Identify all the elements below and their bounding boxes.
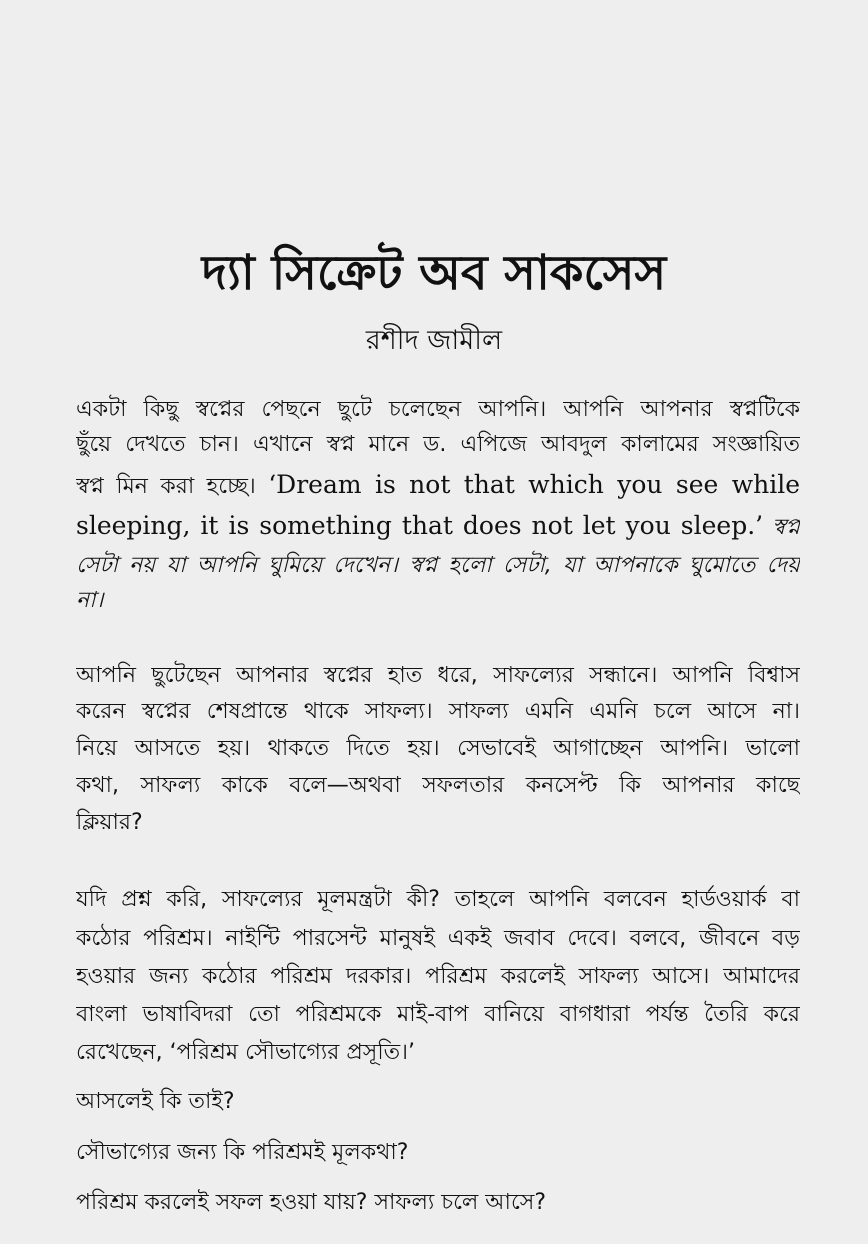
dream-quote-part-2: sleeping, it is something that does not let you sleep.’ [76,511,764,540]
paragraph-1-line-4 [76,509,800,545]
question-2: সৌভাগ্যের জন্য কি পরিশ্রমই মূলকথা? [76,1140,409,1165]
paragraph-1-line-6: না। [76,588,104,613]
author-name: রশীদ জামীল [365,325,503,356]
question-3: পরিশ্রম করলেই সফল হওয়া যায়? সাফল্য চলে আসে? [76,1190,547,1215]
paragraph-3-line-1: যদি প্রশ্ন করি, সাফল্যের মূলমন্ত্রটা কী? তাহলে আপনি বলবেন হার্ডওয়ার্ক বা [76,887,800,912]
paragraph-3-line-3: হওয়ার জন্য কঠোর পরিশ্রম দরকার। পরিশ্রম করলেই সাফল্য আসে। আমাদের [76,964,800,989]
paragraph-3-line-4: বাংলা ভাষাবিদরা তো পরিশ্রমকে মাই-বাপ বানিয়ে বাগধারা পর্যন্ত তৈরি করে [76,1002,800,1027]
paragraph-3-line-2: কঠোর পরিশ্রম। নাইন্টি পারসেন্ট মানুষই একই জবাব দেবে। বলবে, জীবনে বড় [76,926,800,951]
paragraph-1-line-4-bangla: স্বপ্ন [772,515,800,540]
paragraph-2-line-4: কথা, সাফল্য কাকে বলে—অথবা সফলতার কনসেপ্ট কি আপনার কাছে [76,773,800,798]
paragraph-1-line-1: একটা কিছু স্বপ্নের পেছনে ছুটে চলেছেন আপনি। আপনি আপনার স্বপ্নটিকে [76,397,800,422]
chapter-title: দ্যা সিক্রেট অব সাকসেস [201,245,667,301]
paragraph-1-line-5: সেটা নয় যা আপনি ঘুমিয়ে দেখেন। স্বপ্ন হলো সেটা, যা আপনাকে ঘুমোতে দেয় [76,553,800,578]
paragraph-3-line-5: রেখেছেন, ‘পরিশ্রম সৌভাগ্যের প্রসূতি।’ [76,1040,416,1065]
paragraph-2-line-3: নিয়ে আসতে হয়। থাকতে দিতে হয়। সেভাবেই আগাচ্ছেন আপনি। ভালো [76,736,800,761]
paragraph-1-line-3 [76,468,800,504]
dream-quote-part-1: ‘Dream is not that which you see while [268,470,800,499]
paragraph-2-line-2: করেন স্বপ্নের শেষপ্রান্তে থাকে সাফল্য। সাফল্য এমনি এমনি চলে আসে না। [76,699,800,724]
paragraph-2-line-5: ক্লিয়ার? [76,810,143,835]
question-1: আসলেই কি তাই? [76,1089,235,1114]
paragraph-1-line-3-bangla: স্বপ্ন মিন করা হচ্ছে। [76,474,256,499]
paragraph-2-line-1: আপনি ছুটেছেন আপনার স্বপ্নের হাত ধরে, সাফল্যের সন্ধানে। আপনি বিশ্বাস [76,663,800,688]
paragraph-1-line-2: ছুঁয়ে দেখতে চান। এখানে স্বপ্ন মানে ড. এপিজে আবদুল কালামের সংজ্ঞায়িত [76,432,800,457]
